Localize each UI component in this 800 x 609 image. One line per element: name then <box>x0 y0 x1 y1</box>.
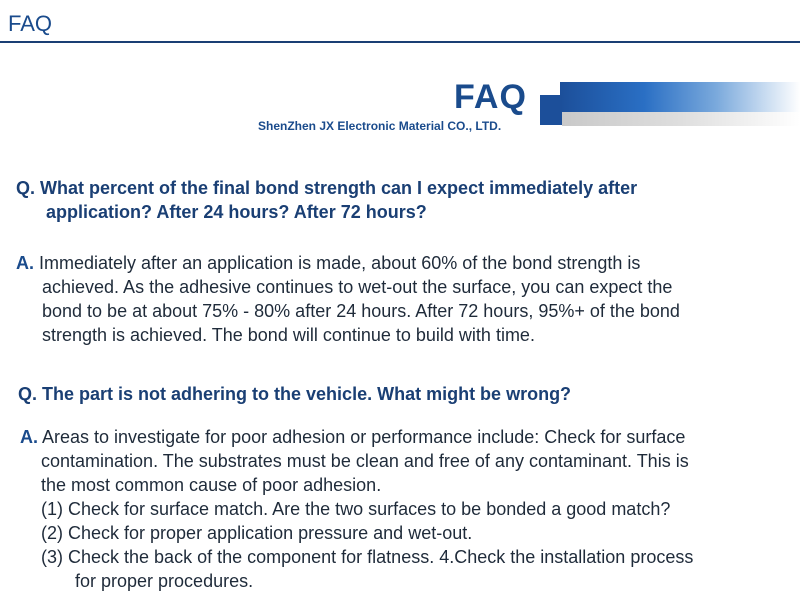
answer-2-line-1: Areas to investigate for poor adhesion or performance include: Check for surface <box>42 427 686 447</box>
answer-2-item-3-cont: for proper procedures. <box>75 571 254 591</box>
question-1-prefix: Q. <box>16 178 36 198</box>
answer-2-prefix: A. <box>20 427 38 447</box>
answer-2-item-2: (2) Check for proper application pressure and wet-out. <box>41 523 473 543</box>
question-1-line-2: application? After 24 hours? After 72 hours? <box>46 202 427 222</box>
question-2-line-1: The part is not adhering to the vehicle. What might be wrong? <box>42 384 572 404</box>
answer-2-line-2: contamination. The substrates must be clean and free of any contaminant. This is <box>41 451 689 471</box>
question-2 <box>18 382 571 406</box>
answer-1-prefix: A. <box>16 253 34 273</box>
answer-1 <box>16 251 680 347</box>
header-decoration-shadow <box>562 112 800 126</box>
question-2-prefix: Q. <box>18 384 38 404</box>
answer-1-line-3: bond to be at about 75% - 80% after 24 hours. After 72 hours, 95%+ of the bond <box>42 301 680 321</box>
answer-1-line-4: strength is achieved. The bond will continue to build with time. <box>42 325 535 345</box>
header-decoration-bar <box>560 82 800 112</box>
answer-1-line-1: Immediately after an application is made, about 60% of the bond strength is <box>39 253 641 273</box>
header-divider <box>0 41 800 43</box>
page-header-title: FAQ <box>8 11 53 36</box>
hero-title: FAQ <box>454 78 527 116</box>
answer-1-line-2: achieved. As the adhesive continues to wet-out the surface, you can expect the <box>42 277 673 297</box>
company-name: ShenZhen JX Electronic Material CO., LTD. <box>258 119 502 133</box>
answer-2-line-3: the most common cause of poor adhesion. <box>41 475 382 495</box>
answer-2-item-1: (1) Check for surface match. Are the two surfaces to be bonded a good match? <box>41 499 671 519</box>
answer-2-item-3: (3) Check the back of the component for flatness. 4.Check the installation process <box>41 547 694 567</box>
header-decoration-square <box>540 95 562 125</box>
question-1-line-1: What percent of the final bond strength can I expect immediately after <box>40 178 638 198</box>
question-1 <box>16 176 637 224</box>
answer-2 <box>20 425 693 593</box>
